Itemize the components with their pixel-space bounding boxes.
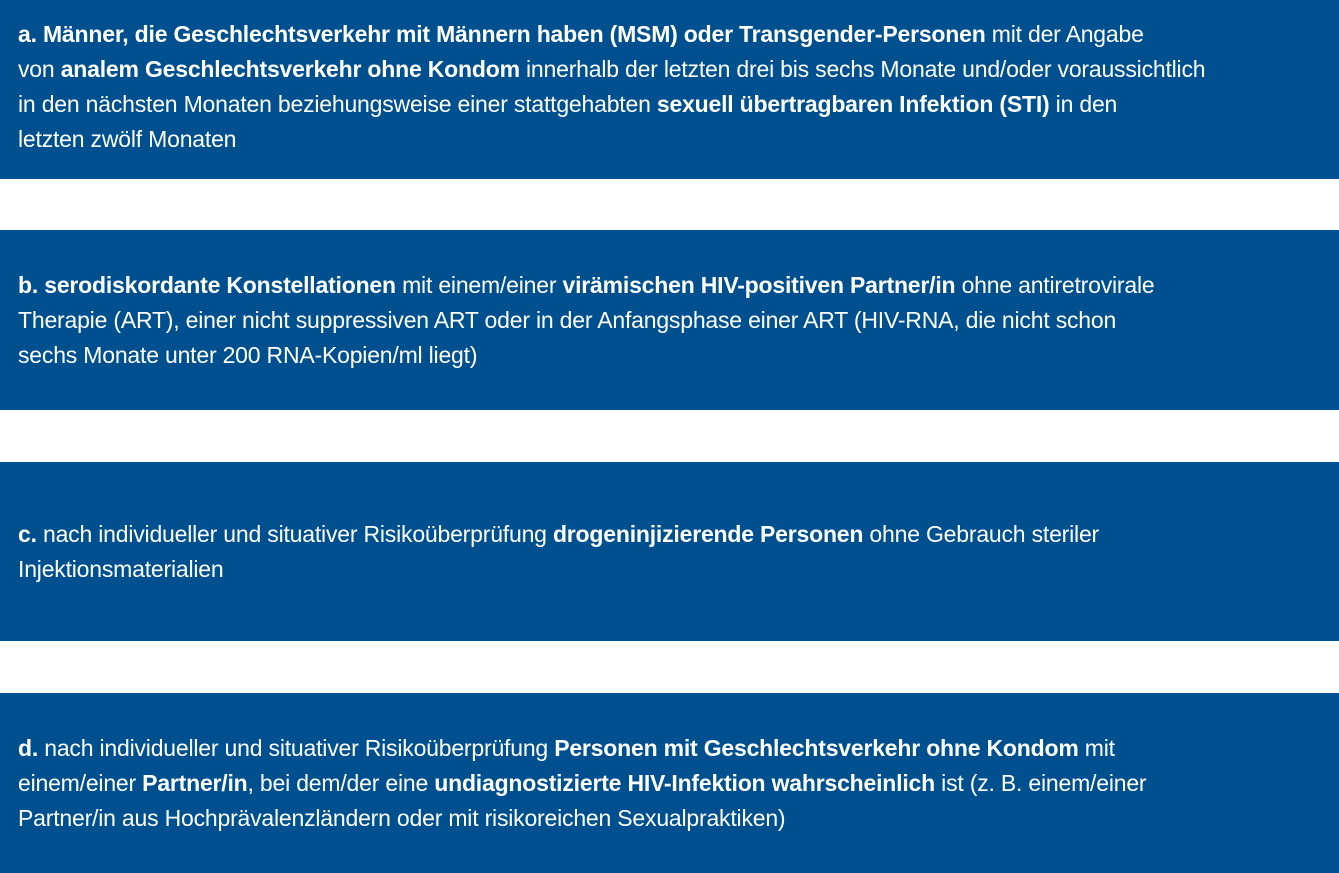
bold-text-segment: undiagnostizierte HIV-Infektion wahrscheinlich	[434, 769, 935, 796]
text-segment: nach individueller und situativer Risikoüberprüfung	[36, 520, 553, 547]
text-segment: ohne Gebrauch steriler	[863, 520, 1099, 547]
criterion-box-c	[0, 462, 1339, 641]
bold-text-segment: b. serodiskordante Konstellationen	[18, 271, 396, 298]
bold-text-segment: a. Männer, die Geschlechtsverkehr mit Männern haben (MSM) oder Transgender-Personen	[18, 21, 986, 47]
text-segment: Partner/in aus Hochprävalenzländern oder mit risikoreichen Sexualpraktiken)	[18, 804, 786, 831]
criterion-text-c	[18, 517, 1325, 587]
text-segment: in den nächsten Monaten beziehungsweise einer stattgehabten	[18, 91, 657, 117]
text-segment: ohne antiretrovirale	[955, 271, 1155, 298]
text-segment: mit der Angabe	[985, 21, 1144, 47]
bold-text-segment: drogeninjizierende Personen	[552, 520, 864, 547]
text-segment: in den	[1049, 91, 1118, 117]
bold-text-segment: sexuell übertragbaren Infektion (STI)	[656, 91, 1050, 117]
bold-text-segment: analem Geschlechtsverkehr ohne Kondom	[60, 56, 520, 82]
text-segment: innerhalb der letzten drei bis sechs Monate und/oder voraussichtlich	[519, 56, 1206, 82]
text-segment: nach individueller und situativer Risikoüberprüfung	[38, 734, 555, 761]
text-segment: mit	[1078, 734, 1115, 761]
bold-text-segment: virämischen HIV-positiven Partner/in	[562, 271, 956, 298]
text-segment: von	[18, 56, 61, 82]
bold-text-segment: Partner/in	[142, 769, 248, 796]
text-segment: Therapie (ART), einer nicht suppressiven ART oder in der Anfangsphase einer ART (HIV-RNA, die nicht schon	[18, 306, 1117, 333]
criterion-box-a	[0, 0, 1339, 179]
text-segment: einem/einer	[18, 769, 143, 796]
criterion-box-d	[0, 693, 1339, 873]
text-segment: , bei dem/der eine	[247, 769, 435, 796]
text-segment: Injektionsmaterialien	[18, 555, 224, 582]
text-segment: sechs Monate unter 200 RNA-Kopien/ml liegt)	[18, 341, 478, 368]
criterion-text-a	[18, 17, 1325, 157]
bold-text-segment: d.	[18, 734, 39, 761]
text-segment: letzten zwölf Monaten	[18, 126, 237, 152]
criterion-text-b	[18, 268, 1325, 373]
text-segment: mit einem/einer	[395, 271, 563, 298]
criterion-box-b	[0, 230, 1339, 410]
text-segment: ist (z. B. einem/einer	[934, 769, 1147, 796]
bold-text-segment: Personen mit Geschlechtsverkehr ohne Kondom	[554, 734, 1079, 761]
bold-text-segment: c.	[18, 520, 37, 547]
criterion-text-d	[18, 731, 1325, 836]
